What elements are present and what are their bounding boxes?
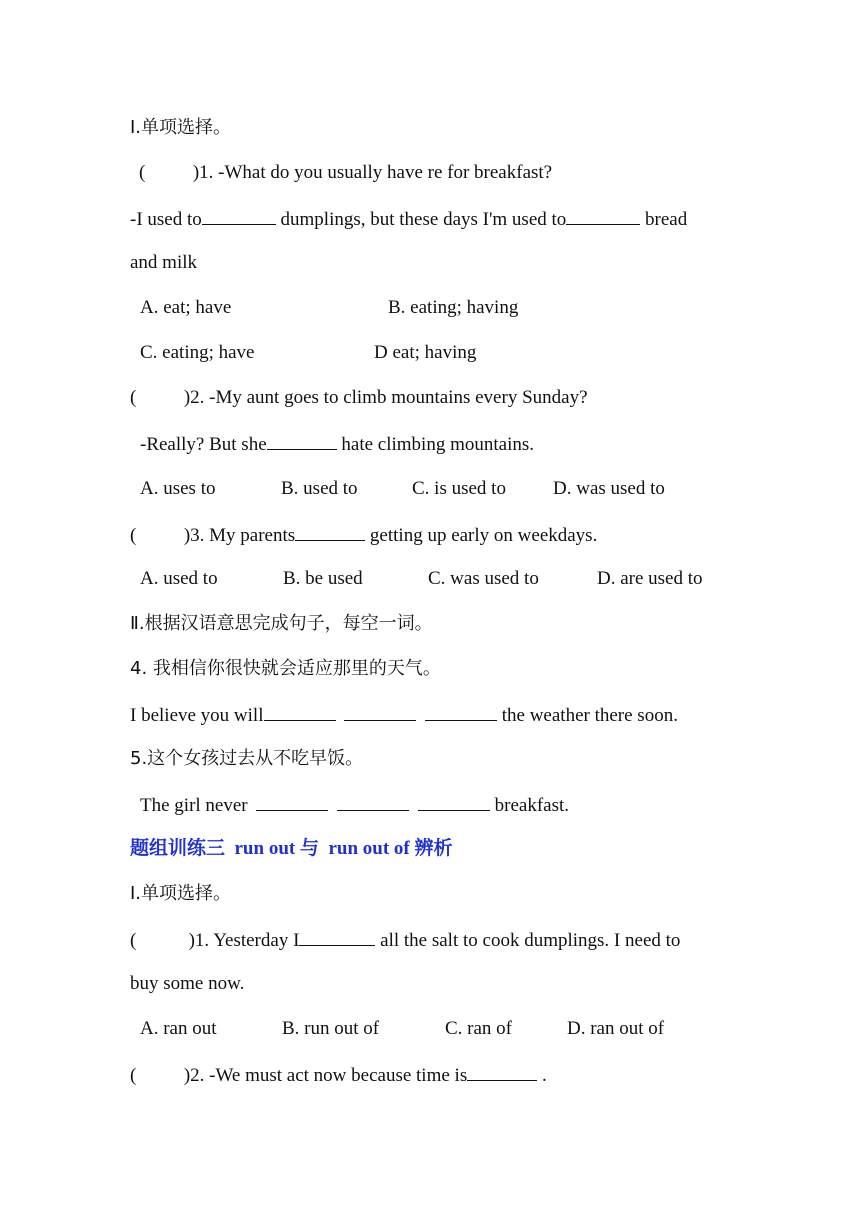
q6-stem-b: all the salt to cook dumplings. I need to — [375, 930, 681, 951]
answer-blank[interactable] — [264, 702, 336, 721]
q7-stem-b: . — [537, 1065, 547, 1086]
q1-option-c: C. eating; have — [140, 342, 255, 363]
answer-blank[interactable] — [418, 792, 490, 811]
answer-blank[interactable] — [467, 1062, 537, 1081]
q3-option-d: D. are used to — [597, 568, 703, 589]
q1-option-d: D eat; having — [374, 342, 477, 363]
q1-line3: and milk — [130, 252, 198, 273]
answer-blank[interactable] — [299, 927, 375, 946]
q7-stem-a: ( )2. -We must act now because time is — [130, 1065, 468, 1086]
q6-line2: buy some now. — [130, 973, 245, 994]
answer-blank[interactable] — [295, 522, 365, 541]
q3-stem-a: ( )3. My parents — [130, 525, 296, 546]
q2-option-a: A. uses to — [140, 478, 216, 499]
q2-line2-a: -Really? But she — [140, 434, 267, 455]
q2-line2-b: hate climbing mountains. — [336, 434, 534, 455]
answer-blank[interactable] — [267, 431, 337, 450]
q1-option-b: B. eating; having — [388, 297, 519, 318]
answer-blank[interactable] — [425, 702, 497, 721]
q1-line2-c: bread — [640, 209, 688, 230]
q3-option-c: C. was used to — [428, 568, 539, 589]
answer-blank[interactable] — [337, 792, 409, 811]
answer-blank[interactable] — [202, 206, 276, 225]
q1-line2-a: -I used to — [130, 209, 202, 230]
q4-english — [130, 702, 678, 728]
answer-blank[interactable] — [256, 792, 328, 811]
q2-option-d: D. was used to — [553, 478, 665, 499]
group-heading: 题组训练三 run out 与 run out of 辨析 — [130, 838, 453, 859]
q2-stem: ( )2. -My aunt goes to climb mountains every Sunday? — [130, 387, 588, 408]
q3-stem-b: getting up early on weekdays. — [365, 525, 598, 546]
q6-option-a: A. ran out — [140, 1018, 217, 1039]
q2-line2 — [140, 431, 534, 457]
q5-english-b: breakfast. — [489, 795, 570, 816]
section1-title: I.单项选择。 — [130, 117, 232, 138]
q4-english-b: the weather there soon. — [497, 705, 678, 726]
section3-title: I.单项选择。 — [130, 883, 232, 904]
q1-line2-b: dumplings, but these days I'm used to — [275, 209, 567, 230]
answer-blank[interactable] — [344, 702, 416, 721]
q6-stem — [130, 927, 680, 953]
q1-stem: ( )1. -What do you usually have re for breakfast? — [139, 162, 553, 183]
q5-english-a: The girl never — [140, 795, 248, 816]
q3-option-b: B. be used — [283, 568, 363, 589]
q1-option-a: A. eat; have — [140, 297, 232, 318]
q6-option-d: D. ran out of — [567, 1018, 665, 1039]
q1-line2 — [130, 206, 687, 232]
q5-english — [140, 792, 569, 818]
q7-stem — [130, 1062, 547, 1088]
q6-stem-a: ( )1. Yesterday I — [130, 930, 300, 951]
q3-option-a: A. used to — [140, 568, 218, 589]
answer-blank[interactable] — [566, 206, 640, 225]
q6-option-b: B. run out of — [282, 1018, 380, 1039]
q4-english-a: I believe you will — [130, 705, 264, 726]
q3-stem — [130, 522, 597, 548]
section2-title: Ⅱ.根据汉语意思完成句子，每空一词。 — [130, 613, 433, 634]
q2-option-c: C. is used to — [412, 478, 506, 499]
q4-chinese: 4. 我相信你很快就会适应那里的天气。 — [130, 658, 441, 679]
q5-chinese: 5.这个女孩过去从不吃早饭。 — [130, 748, 364, 769]
q2-option-b: B. used to — [281, 478, 358, 499]
q6-option-c: C. ran of — [445, 1018, 513, 1039]
